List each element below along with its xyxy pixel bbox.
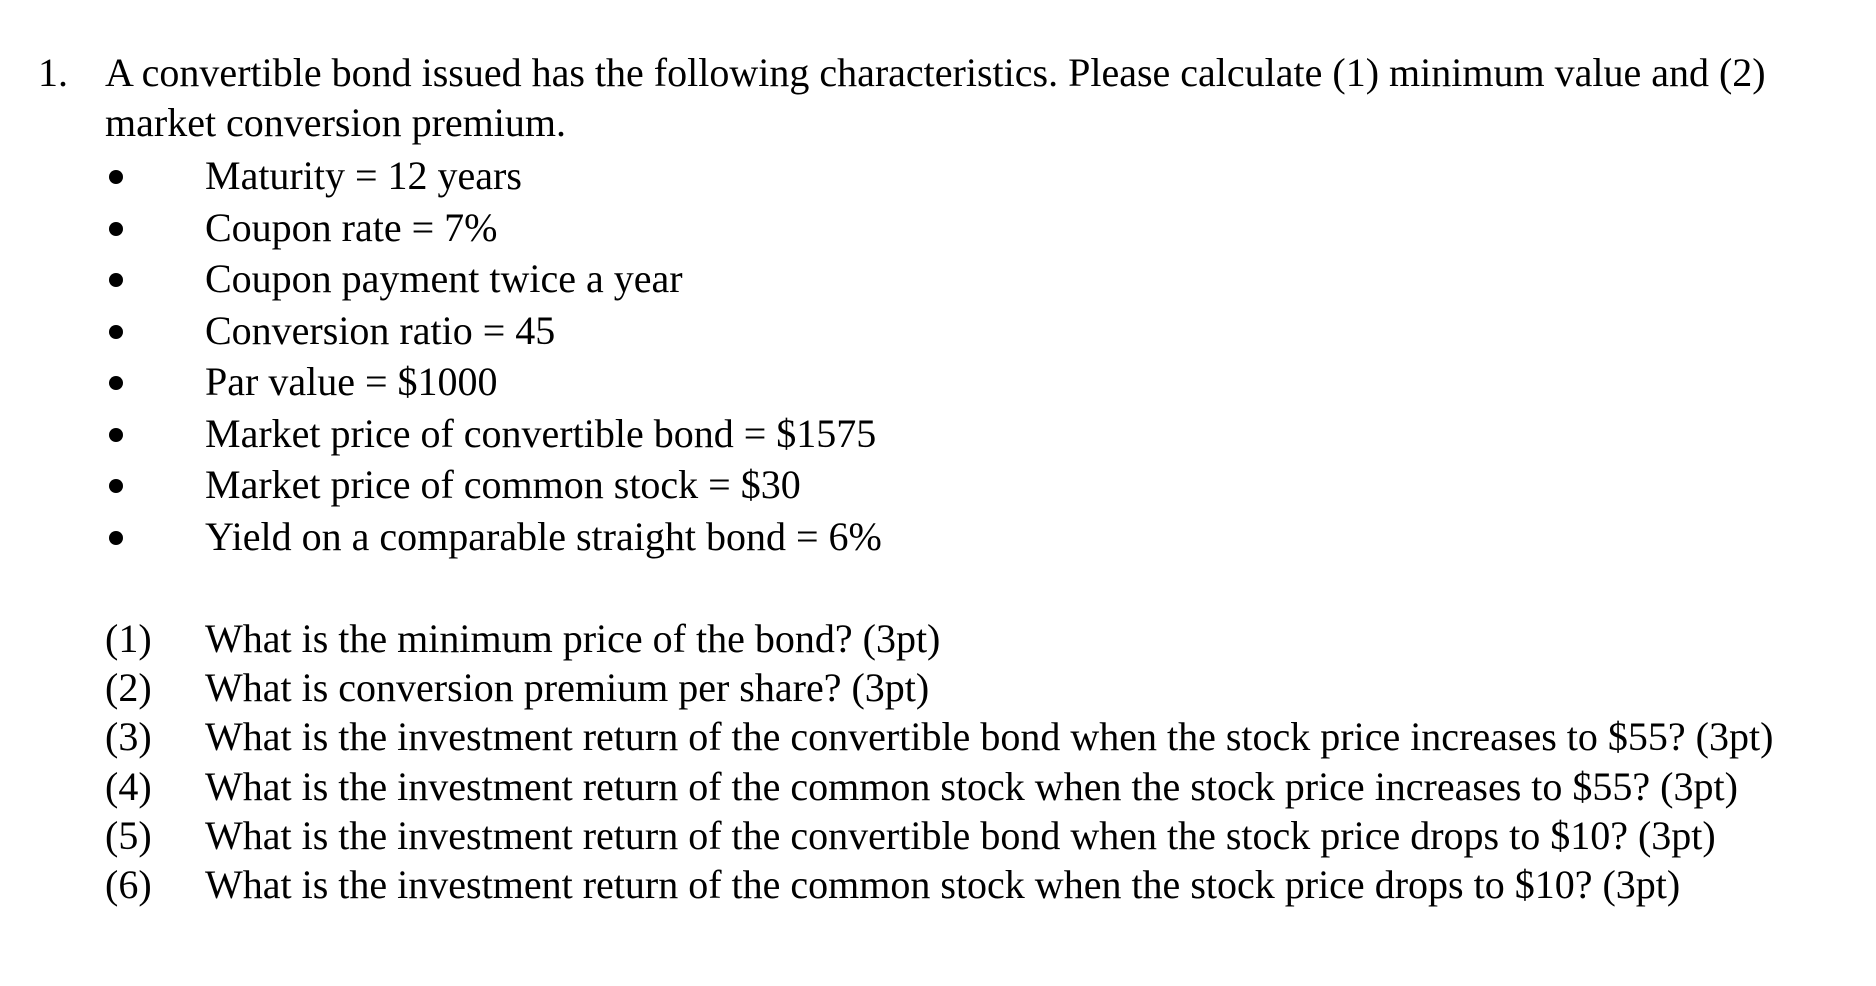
characteristic-maturity: Maturity = 12 years [205, 153, 522, 198]
subquestion-text: What is conversion premium per share? (3pt) [205, 665, 930, 711]
subquestion-number: (4) [105, 763, 152, 809]
subquestion-number: (2) [105, 665, 152, 711]
subquestion-number: (3) [105, 714, 152, 760]
question-number: 1. [38, 50, 68, 95]
characteristic-coupon-payment: Coupon payment twice a year [205, 256, 683, 301]
characteristic-coupon-rate: Coupon rate = 7% [205, 204, 498, 250]
characteristic-bond-price: Market price of convertible bond = $1575 [205, 410, 877, 456]
bullet-icon [109, 170, 123, 184]
subquestion-number: (5) [105, 812, 152, 858]
bullet-icon [109, 222, 123, 236]
characteristic-stock-price: Market price of common stock = $30 [205, 462, 801, 507]
subquestion-text: What is the investment return of the convertible bond when the stock price increases to $55? (3pt) [205, 714, 1774, 760]
characteristic-par-value: Par value = $1000 [205, 359, 498, 404]
subquestion-text: What is the minimum price of the bond? (3pt) [205, 616, 941, 661]
characteristic-conversion-ratio: Conversion ratio = 45 [205, 307, 556, 353]
subquestion-text: What is the investment return of the common stock when the stock price increases to $55? (3pt) [205, 763, 1738, 809]
bullet-icon [109, 325, 123, 339]
question-text: A convertible bond issued has the following characteristics. Please calculate (1) minimum value and (2) market conversion premium. [105, 50, 1766, 145]
bullet-icon [109, 428, 123, 442]
subquestion-text: What is the investment return of the convertible bond when the stock price drops to $10? (3pt) [205, 812, 1716, 858]
bullet-icon [109, 479, 123, 493]
bullet-icon [109, 376, 123, 390]
bullet-icon [109, 273, 123, 287]
subquestion-text: What is the investment return of the common stock when the stock price drops to $10? (3pt) [205, 861, 1681, 907]
subquestion-number: (6) [105, 861, 152, 907]
subquestion-number: (1) [105, 616, 152, 661]
characteristic-straight-yield: Yield on a comparable straight bond = 6% [205, 513, 882, 559]
bullet-icon [109, 531, 123, 545]
